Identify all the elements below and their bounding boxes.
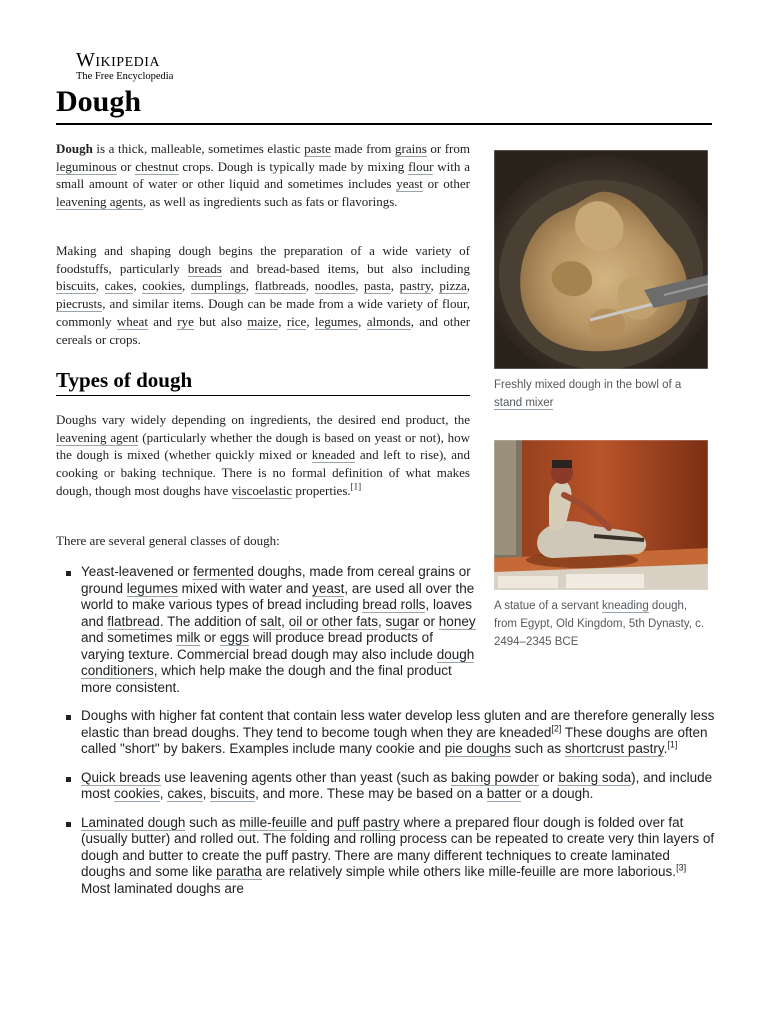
- inline-link[interactable]: oil or other fats: [288, 613, 378, 629]
- inline-link[interactable]: piecrusts: [56, 296, 103, 312]
- figure-caption-dough-bowl: [494, 376, 708, 412]
- text-run: properties.: [292, 482, 351, 498]
- inline-link[interactable]: leavening agents: [56, 194, 143, 210]
- list-item: [56, 564, 716, 696]
- text-run: such as: [185, 814, 240, 830]
- text-run: Doughs with higher fat content that contain less water develop less gluten and are therefore generally less elastic than bread doughs. They tend to become tough when they are kneaded: [81, 708, 715, 740]
- inline-link[interactable]: kneaded: [311, 447, 356, 463]
- text-run: with a small amount of water or other liquid and sometimes includes: [56, 158, 470, 192]
- text-run: and: [306, 814, 337, 830]
- text-run: . The addition of: [159, 613, 261, 629]
- text-run: or: [200, 630, 220, 645]
- inline-link[interactable]: salt: [260, 613, 282, 629]
- inline-link[interactable]: honey: [438, 613, 476, 629]
- text-run: , loaves and: [81, 597, 472, 629]
- text-run: , which help make the dough and the final product more consistent.: [81, 663, 452, 695]
- text-run: ,: [390, 278, 400, 294]
- inline-link[interactable]: cakes: [167, 786, 203, 801]
- dough-bowl-image[interactable]: [494, 150, 708, 369]
- inline-link[interactable]: yeast: [396, 176, 423, 192]
- inline-link[interactable]: biscuits: [210, 786, 256, 801]
- inline-link[interactable]: bread rolls: [362, 597, 426, 612]
- text-run: or: [419, 613, 439, 629]
- text-run: is a thick, malleable, sometimes elastic: [92, 141, 305, 156]
- text-run: , and other cereals or crops.: [56, 313, 471, 347]
- figure-dough-bowl: [494, 150, 708, 412]
- bold-term: Dough: [56, 141, 93, 156]
- inline-link[interactable]: puff pastry: [336, 814, 400, 830]
- inline-link[interactable]: mille-feuille: [239, 814, 307, 830]
- text-run: and sometimes: [81, 630, 177, 645]
- inline-link[interactable]: noodles: [314, 278, 356, 294]
- inline-link[interactable]: flatbread: [107, 613, 160, 629]
- inline-link[interactable]: shortcrust pastry: [564, 741, 664, 756]
- text-run: mixed with water and: [177, 580, 313, 596]
- citation-ref[interactable]: [1]: [350, 481, 362, 492]
- text-run: or: [116, 158, 136, 174]
- text-run: ,: [278, 313, 287, 329]
- inline-link[interactable]: eggs: [219, 630, 250, 645]
- inline-link[interactable]: legumes: [314, 313, 359, 329]
- inline-link[interactable]: dumplings: [190, 278, 246, 294]
- text-run: will produce bread products of varying texture. Commercial bread dough may also include: [81, 630, 437, 662]
- inline-link[interactable]: viscoelastic: [231, 482, 293, 498]
- text-run: are relatively simple while others like mille-feuille are more laborious.: [261, 864, 677, 879]
- intro-paragraph-2: [56, 242, 470, 348]
- text-run: ,: [202, 786, 211, 801]
- list-item: [56, 770, 716, 803]
- inline-link[interactable]: sugar: [385, 613, 420, 629]
- text-run: ,: [355, 278, 365, 294]
- text-run: , as well as ingredients such as fats or flavorings.: [143, 194, 398, 210]
- text-run: doughs, made from cereal grains or ground: [81, 564, 471, 596]
- inline-link[interactable]: baking powder: [450, 769, 539, 785]
- text-run: ,: [245, 278, 255, 294]
- inline-link[interactable]: yeast: [312, 580, 345, 596]
- inline-link[interactable]: biscuits: [56, 278, 96, 294]
- text-run: ,: [306, 313, 315, 329]
- text-run: crops. Dough is typically made by mixing: [178, 158, 409, 174]
- text-run: and bread-based items, but also including: [221, 260, 470, 276]
- inline-link[interactable]: cookies: [114, 786, 160, 801]
- intro-paragraph-1: [56, 140, 470, 211]
- inline-link[interactable]: flour: [408, 158, 434, 174]
- inline-link[interactable]: wheat: [116, 313, 148, 329]
- text-run: use leavening agents other than yeast (such as: [160, 769, 451, 785]
- list-item-text: [81, 708, 716, 758]
- page-title: Dough: [56, 85, 142, 118]
- section-divider: [56, 395, 470, 396]
- list-item-text: [81, 815, 716, 898]
- inline-link[interactable]: flatbreads: [254, 278, 306, 294]
- inline-link[interactable]: paste: [304, 141, 331, 156]
- text-run: Yeast-leavened or: [81, 564, 194, 579]
- inline-link[interactable]: batter: [486, 786, 522, 801]
- inline-link[interactable]: baking soda: [558, 769, 632, 785]
- inline-link[interactable]: rice: [286, 313, 307, 329]
- text-run: (particularly whether the dough is based on yeast or not), how the dough is mixed (whether quickly mixed or: [56, 429, 471, 463]
- text-run: or other: [422, 176, 470, 192]
- inline-link[interactable]: almonds: [366, 313, 411, 329]
- wikipedia-logo[interactable]: [76, 50, 196, 83]
- section-heading-types: Types of dough: [56, 368, 193, 392]
- text-run: ,: [95, 278, 105, 294]
- text-run: made from: [330, 141, 395, 156]
- text-run: There are several general classes of dough:: [56, 533, 280, 548]
- text-run: ,: [358, 313, 367, 329]
- text-run: such as: [510, 741, 565, 756]
- citation-ref[interactable]: [1]: [667, 739, 678, 750]
- inline-link[interactable]: pizza: [439, 278, 467, 294]
- inline-link[interactable]: pastry: [399, 278, 431, 294]
- inline-link[interactable]: fermented: [193, 564, 254, 579]
- text-run: , are used all over the world to make various types of bread including: [81, 580, 475, 612]
- inline-link[interactable]: breads: [187, 260, 222, 276]
- inline-link[interactable]: kneading: [602, 600, 649, 612]
- text-run: but also: [193, 313, 248, 329]
- inline-link[interactable]: Laminated dough: [81, 814, 186, 830]
- inline-link[interactable]: leavening agent: [56, 429, 139, 445]
- dough-classes-list: [56, 564, 716, 909]
- text-run: and left to rise), and cooking or baking technique. There is no formal definition of what makes dough, though most doughs have: [56, 447, 471, 498]
- text-run: where a prepared flour dough is folded over fat (usually butter) and rolled out. The folding and rolling process can be repeated to create very thin layers of dough and butter to create the puff pastry. There are many different techniques to create laminated doughs and some like: [81, 814, 715, 879]
- citation-ref[interactable]: [2]: [551, 723, 562, 733]
- text-run: Freshly mixed dough in the bowl of a: [494, 379, 682, 391]
- text-run: ,: [377, 613, 386, 629]
- text-run: , and more. These may be based on a: [255, 786, 487, 801]
- text-run: Doughs vary widely depending on ingredients, the desired end product, the: [56, 412, 470, 427]
- list-item-text: [81, 564, 476, 696]
- list-item-text: [81, 770, 716, 803]
- types-paragraph-1: [56, 411, 470, 500]
- text-run: Making and shaping dough begins the preparation of a wide variety of foodstuffs, particularly: [56, 243, 470, 276]
- citation-ref[interactable]: [3]: [676, 862, 687, 873]
- inline-link[interactable]: cookies: [142, 278, 183, 294]
- text-run: or from: [426, 141, 471, 156]
- inline-link[interactable]: maize: [247, 313, 279, 329]
- inline-link[interactable]: legumes: [126, 580, 178, 596]
- inline-link[interactable]: cakes: [104, 278, 134, 294]
- text-run: and: [147, 313, 178, 329]
- inline-link[interactable]: stand mixer: [494, 397, 554, 409]
- text-run: ,: [281, 613, 289, 629]
- inline-link[interactable]: Quick breads: [81, 769, 161, 785]
- text-run: or a dough.: [521, 786, 594, 801]
- inline-link[interactable]: milk: [176, 630, 201, 645]
- inline-link[interactable]: dough conditioners: [81, 646, 475, 678]
- inline-link[interactable]: grains: [394, 141, 427, 156]
- list-item: [56, 815, 716, 898]
- inline-link[interactable]: pasta: [364, 278, 391, 294]
- inline-link[interactable]: pie doughs: [444, 741, 511, 756]
- text-run: .: [663, 741, 668, 756]
- text-run: ,: [159, 786, 168, 801]
- inline-link[interactable]: chestnut: [135, 158, 179, 174]
- text-run: Most laminated doughs are: [81, 880, 244, 896]
- types-paragraph-2: [56, 532, 470, 550]
- text-run: dough, from Egypt, Old Kingdom, 5th Dynasty, c. 2494–2345 BCE: [494, 600, 705, 648]
- inline-link[interactable]: rye: [177, 313, 194, 329]
- text-run: ,: [133, 278, 143, 294]
- logo-tagline: The Free Encyclopedia: [76, 71, 174, 82]
- text-run: ,: [182, 278, 191, 294]
- text-run: ,: [430, 278, 440, 294]
- logo-wordmark: Wikipedia: [76, 49, 161, 71]
- text-run: These doughs are often called "short" by bakers. Examples include many cookie and: [81, 724, 708, 756]
- text-run: ,: [305, 278, 315, 294]
- list-item: [56, 708, 716, 758]
- inline-link[interactable]: paratha: [216, 864, 262, 879]
- text-run: ), and include most: [81, 769, 713, 801]
- title-divider: [56, 123, 712, 125]
- inline-link[interactable]: leguminous: [56, 158, 117, 174]
- text-run: A statue of a servant: [494, 600, 603, 612]
- text-run: ,: [466, 278, 471, 294]
- text-run: , and similar items. Dough can be made from a wide variety of flour, commonly: [56, 296, 470, 329]
- text-run: or: [538, 769, 559, 785]
